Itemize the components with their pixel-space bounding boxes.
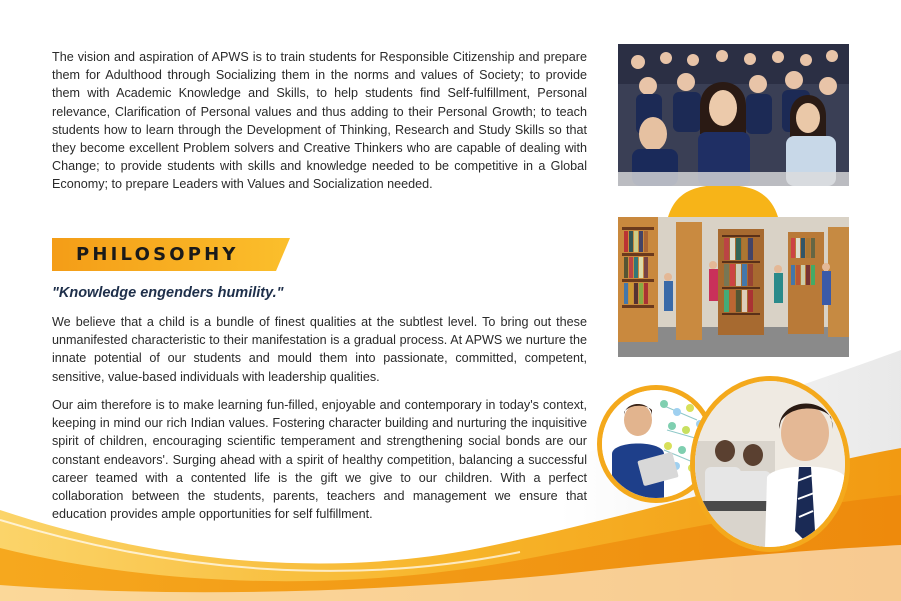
philosophy-heading-banner <box>52 238 290 271</box>
classroom-students-photo <box>618 44 849 186</box>
philosophy-paragraph-1: We believe that a child is a bundle of finest qualities at the subtlest level. To bring out these unmanifested characteristic to their manifestation is a gradual process. At APWS we nurture the innate potential of our students and mould them into passionate, committed, competent, sensitive, value-based individuals with leadership qualities. <box>52 315 587 384</box>
yellow-tab-decoration <box>668 185 778 217</box>
philosophy-paragraph-2: Our aim therefore is to make learning fun-filled, enjoyable and contemporary in today's context, keeping in mind our rich Indian values. Fostering character building and nurturing the inquisitive spirit of children, encouraging scientific temperament and strengthening social bonds are our constant endeavors'. Surging ahead with a spirit of healthy competition, balancing a successful career teamed with a contented life is the gift we give to our children. With a perfect collaboration between the students, parents, teachers and management we ensure that education provides ample opportunities for self fulfillment. <box>52 398 587 522</box>
philosophy-heading: PHILOSOPHY <box>76 244 239 265</box>
student-in-computer-lab-circle-photo <box>690 376 850 552</box>
philosophy-quote: "Knowledge engenders humility." <box>52 285 284 301</box>
intro-paragraph: The vision and aspiration of APWS is to train students for Responsible Citizenship and prepare them for Adulthood through Socializing them in the norms and values of Society; to provide them with Academic Knowledge and Skills, to help students find Self-fulfillment, Personal relevance, Clarification of Personal values and thus adding to their Personal Growth; to teach students how to learn through the Development of Thinking, Research and Study Skills so that they become excellent Problem solvers and Creative Thinkers who are capable of dealing with Change; to provide students with skills and knowledge needed to be competitive in a Global Economy; to prepare Leaders with Values and Socialization needed. <box>52 50 587 192</box>
library-bookshelves-photo <box>618 217 849 357</box>
